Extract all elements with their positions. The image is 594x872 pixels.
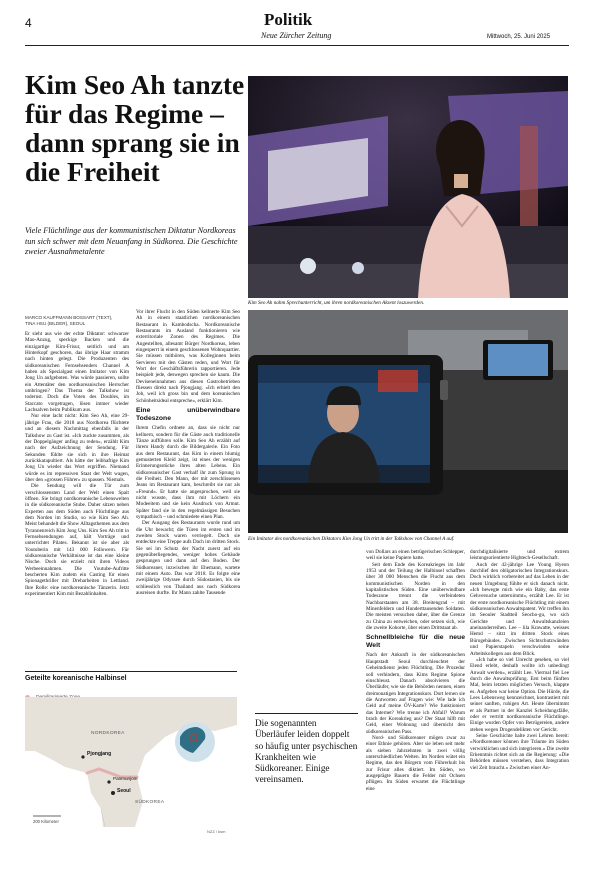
pull-quote-rule — [255, 713, 358, 714]
paragraph: Vor ihrer Flucht in den Süden kellnerte Kim Seo Ah in einem staatlichen nordkoreanischen Restaurant in Kambodscha. Nordkoreanische Restaurants im Ausland funktionieren wie exterritoriale Zonen des Regimes. Die Angestellten, allesamt Bürger Nordkoreas, leben eingesperrt in einem geschlossenen Wohnquartier. Sie müssen mithören, was Kolleginnen beim Servieren mit den Gästen reden, und Wort für Wort der Geschäftsführerin rapportieren. Jede beispielt jede, deswegen sprechen sie kaum. Die Deviseneinnahmen aus diesen Gastrobetrieben fliessen direkt nach Pjongjang. «Ich erhielt den Job, weil ich gross bin und dem koreanischen Schönheitsideal entspreche», erklärt Kim. — [136, 309, 240, 404]
photo-kim-seo-ah — [248, 76, 568, 298]
map-label-pyongyang: Pjongjang — [87, 751, 112, 757]
map-scale: 200 Kilometer — [33, 819, 59, 824]
pull-quote: Die sogenannten Überläufer leiden doppelt so häufig unter psychischen Krankheiten wie Südkoreaner. Einige vereinsamen. — [255, 718, 358, 785]
map-label-south: SÜDKOREA — [135, 800, 165, 805]
paragraph: Der Ausgang des Restaurants wurde rund um die Uhr bewacht; die Türen im ersten und im zweiten Stock waren verriegelt. Doch sie entdeckte eine Treppe aufs Dach im dritten Stock. Sie sei im Schutz der Nacht zuerst auf ein gegenüberliegendes, weniger hohes Gebäude gesprungen und dann auf den Boden. Der Südkoreaner, inzwischen ihr Ehemann, wartete mit einem Auto. Das war 2018. Es folgte eine zweijährige Odyssee durch Südostasien, bis sie schliesslich von Thailand aus nach Südkorea ausreisen durfte. Ihr Mann zahlte Tausende — [136, 520, 240, 597]
byline-text: MARCO KAUFFMANN BOSSART (TEXT), — [25, 315, 113, 320]
subheading: Schnellbleiche für die neue Welt — [366, 634, 465, 650]
map-label-seoul: Seoul — [117, 788, 131, 794]
date: Mittwoch, 25. Juni 2025 — [487, 34, 551, 40]
paragraph: Nach der Ankunft in der südkoreanischen Hauptstadt Seoul durchleuchtet der Geheimdienst jeden Flüchtling. Die Prozedur soll verhindern, dass Kims Regime Spione einschleust. Danach absolvieren die Überläufer, wie sie die Behörden nennen, einen dreimonatigen Integrationskurs. Dort lernen sie die Antworten auf Fragen wie: Wie lade ich Geld auf meine ÖV-Karte? Wie funktioniert das Internet? Wie trenne ich Abfall? Warum brach der Koreakrieg aus? Der Staat hilft mit Geld, einer Wohnung und übernicht den südkoreanischen Pass. — [366, 652, 465, 735]
map-label-north: NORDKOREA — [91, 731, 125, 736]
article-title: Kim Seo Ah tanzte für das Regime – dann sprang sie in die Freiheit — [25, 69, 245, 187]
map-label-panmunjom: Panmunjom — [113, 776, 138, 781]
page-number: 4 — [25, 16, 32, 30]
column-3 — [366, 549, 465, 861]
paragraph: Seit dem Ende des Koreakrieges im Jahr 1953 und der Teilung der Halbinsel schafften über 30 000 Menschen die Flucht aus dem kommunistischen Norden in den kapitalistischen Süden. Eine unüberwindbare Todeszone trennt die verfeindeten Nachbarstaaten am 38. Breitengrad – mit Minenfeldern und Hunderttausenden Soldaten. Die meisten versuchen daher, über die Grenze zu China zu entweichen, oder setzen sich, wie die zweite Kohorte, über einen Drittstaat ab. — [366, 561, 465, 632]
article-lead: Viele Flüchtlinge aus der kommunistischen Diktatur Nordkoreas tun sich schwer mit dem Neuanfang in Südkorea. Die Geschichte zweier Ausnahmetalente — [25, 226, 238, 256]
paragraph: Seine Geschichte halte zwei Lehren bereit: «Nordkoreaner können ihre Träume im Süden verwirklichen und sich integrieren.» Die zweite Erkenntnis richtet sich an die Regierung: «Die Behörden müssen verstehen, dass Integration viel Zeit braucht.» Zwischen einer An- — [470, 732, 569, 771]
paragraph: durchdigitalisierte und extrem leistungsorientierte Hightech-Gesellschaft. — [470, 549, 569, 562]
photo2-caption: Ein Imitator des nordkoreanischen Diktators Kim Jong Un tritt in der Talkshow von Channel A auf. — [248, 536, 455, 542]
paragraph: Auch der 42-jährige Lee Young Hyeon durchlief den obligatorischen Integrationskurs. Doch wirklich vorbereitet auf das Leben in der neuen Umgebung fühlte er sich danach nicht. «Ich bewegte mich wie ein Baby, das erste Gehversuche unternimmt», erzählt Lee. Er ist der erste nordkoreanische Flüchtling mit einem südkoreanischen Anwaltspatent. Wir treffen ihn im Seouler Stadtteil Seocho-gu, wo sich Gerichte und Anwaltskanzleien aneinanderreihen. Lee – lila Krawatte, weisses Hemd – sitzt im dritten Stock eines Bürogebäudes. Zwischen Sichtschutzwänden und Papierstapeln verschwinden seine Arbeitskollegen aus dem Blick. — [470, 561, 569, 657]
column-4 — [470, 549, 569, 861]
photo-talkshow — [248, 310, 568, 533]
header-rule — [25, 45, 569, 46]
column-1 — [25, 331, 129, 663]
column-2 — [136, 309, 240, 720]
map-title: Geteilte koreanische Halbinsel — [25, 675, 127, 682]
paragraph: Nord- und Südkoreaner mögen zwar zu einer Ethnie gehören. Aber sie leben seit mehr als sieben Jahrzehnten in zwei völlig unterschiedlichen Welten. Im Norden wütet ein Regime, das den Bürgern vom Führerkult bis zur Frisur alles diktiert. Im Süden, wo ausgeprägte Bauern die Felder mit Ochsen pflügen. Im Süden erwartet die Flüchtlinge eine — [366, 734, 465, 792]
masthead: Neue Zürcher Zeitung — [261, 31, 332, 40]
paragraph: Er sieht aus wie der echte Diktator: schwarzer Mao-Anzug, speckige Backen und die einzigartige Kim-Frisur, seitlich und am Hinterkopf geschoren, das übrige Haar stramm nach hinten gelegt. Die Produzenten des südkoreanischen Fernsehsenders Channel A haben als Spezialgast einen Imitator von Kim Jong Un aufgeboten. Was würde passieren, sollte ein Attentäter den nordkoreanischen Herrscher umbringen? Das Thema der Talkshow ist todernst. Doch die Voten des Doubles, im Staccato vorgetragen, lösen immer wieder Lachsalven beim Publikum aus. — [25, 331, 129, 414]
paragraph: Nur eine lacht nicht: Kim Seo Ah, eine 29-jährige Frau, die 2018 aus Nordkorea flüchtete und an diesem Nachmittag ebenfalls in der Talkshow zu Gast ist. «Ich zuckte zusammen, als der Doppelgänger anfing zu reden», erzählt Kim nach der Aufzeichnung der Sendung. Für Sekunden fühlte sie sich in ihre Heimat zurückkatapultiert. Als hätte der leibhaftige Kim Jong Un wieder das Wort ergriffen. Niemand würde es im repressiven Staat der Welt wagen, über den «grossen Führer» zu spassen. Niemals. — [25, 413, 129, 483]
paragraph: Die Sendung will die Tür zum verschlossensten Land der Welt einen Spalt öffnen. Sie bringt nordkoreanische Lebenswelten in die südkoreanische Stube. Daher sitzen neben Experten aus dem Süden auch Flüchtlinge aus dem Norden im Studio, so wie Kim Seo Ah. Meist behandelt die Show Alltagsthemen aus dem Tyrannenreich Kim Jong Uns. Kim Seo Ah tritt in Fernsehsendungen auf, hält Vorträge und unterrichtet Pilates. Bekannt ist sie aber als Youtuberin mit 143 000 Followern. Für südkoreanische Verhältnisse ist das eine kleine Nische. Doch sie erzielt mit ihren Videos Werbeeinnahmen. Die Youtube-Aufritte bescherten Kim zudem ein Casting für einen Spionagethriller mit Dreharbeiten in Lettland. Ihre Rolle: eine nordkoreanische Tänzerin. Jetzt experimentiert Kim mit Bezahlinhalten. — [25, 483, 129, 598]
korea-map — [25, 697, 237, 827]
paragraph: «Ich habe so viel Unrecht gesehen, so viel Elend erlebt, deshalb wollte ich unbedingt Anwalt werden», erzählt Lee. Viermal fiel Lee durch die Anwaltsprüfung. Erst beim fünften Mal, beim letzten möglichen Versuch, klappte es. Aufgeben war keine Option. Die Hürde, die Lees Lebensweg kennzeichnet, kontrastiert mit seiner sanften, ruhigen Art. Heute übernimmt er als Partner in der Kanzlei Scheidungsfälle, oder er vertritt nordkoreanische Flüchtlinge. Einige wurden Opfer von Betrügereien, andere stehen wegen Drogendelikten vor Gericht. — [470, 656, 569, 733]
map-top-rule — [25, 671, 237, 672]
subheading: Eine unüberwindbare Todeszone — [136, 407, 240, 423]
paragraph: Ihrem Chefin ordnete an, dass sie nicht nur kellnern, sondern für die Gäste auch traditionelle Tänze aufführen solle. Kim Seo Ah erzählt auf ihrem Handy durch die Bildergalerie. Ein Foto aus dem Restaurant, das Kim in einem blumig gemusterten Kleid zeigt, ist eines der wenigen Erinnerungsstücke ihres alten Lebens. Ein südkoreanischer Gast verhalf ihr zum Sprung in die Freiheit. Den Mann, der mit zerschlissenen Jeans im Restaurant kam, beschreibt sie nur als «Freund». Er hatte sie angesprochen, weil sie nicht wusste, dass ihm mit Löchern ein Modeeitem und sie kein Ausdruck von Armut. Später fand sie in den regelmässigen Besuchen sympathisch – und schmiedete einen Plan. — [136, 425, 240, 520]
photo1-caption: Kim Seo Ah nahm Sprechunterricht, um ihren nordkoreanischen Akzent loszuwerden. — [248, 300, 425, 306]
paragraph: von Dollars an einen betrügerischen Schlepper, weil sie keine Papiere hatte. — [366, 549, 465, 562]
byline-photo: TINA HSU (BILDER), SEOUL — [25, 321, 86, 326]
byline — [25, 315, 129, 327]
section-title: Politik — [264, 10, 313, 29]
map-credit: NZZ / ksm — [207, 829, 226, 834]
